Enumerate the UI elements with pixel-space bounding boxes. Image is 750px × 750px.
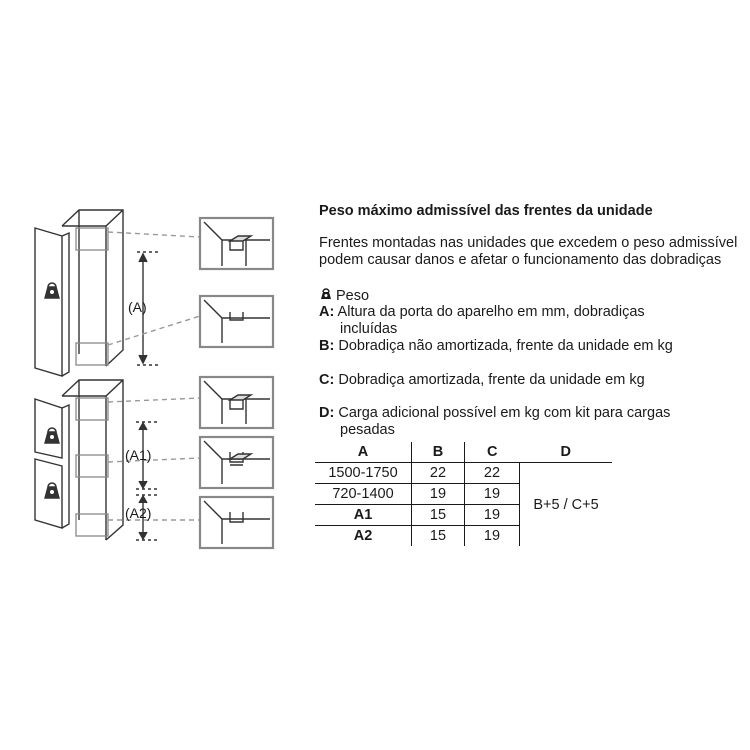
legend-weight-label: Peso bbox=[336, 288, 370, 304]
hinge-detail-1 bbox=[200, 218, 273, 269]
table-cell-b: 15 bbox=[412, 526, 465, 547]
weight-table bbox=[315, 442, 612, 546]
table-row bbox=[315, 463, 612, 484]
table-cell-a: 720-1400 bbox=[315, 484, 412, 505]
table-cell-a: A1 bbox=[315, 505, 412, 526]
dimension-a1-label: (A1) bbox=[125, 447, 152, 463]
table-header-a: A bbox=[315, 442, 412, 463]
table-cell-b: 22 bbox=[412, 463, 465, 484]
dimension-a-label: (A) bbox=[128, 299, 147, 315]
legend-a-text: Altura da porta do aparelho em mm, dobradiças bbox=[337, 304, 645, 320]
legend-b bbox=[319, 338, 739, 355]
table-cell-c: 19 bbox=[465, 505, 520, 526]
hinge-detail-3 bbox=[200, 377, 273, 428]
legend-a bbox=[319, 304, 739, 338]
legend-a-key: A: bbox=[319, 304, 335, 320]
dimension-a2-label: (A2) bbox=[125, 505, 152, 521]
intro-text: Frentes montadas nas unidades que excedem o peso admissível podem causar danos e afetar o funcionamento das dobradiças bbox=[319, 235, 738, 268]
legend-c-key: C: bbox=[319, 372, 335, 388]
legend-weight bbox=[319, 287, 739, 305]
table-header-b: B bbox=[412, 442, 465, 463]
weight-icon bbox=[319, 287, 336, 305]
table-cell-a: A2 bbox=[353, 528, 373, 544]
legend-c bbox=[319, 372, 739, 389]
hinge-detail-5 bbox=[200, 497, 273, 548]
legend-b-key: B: bbox=[319, 338, 335, 354]
table-cell-b: 19 bbox=[412, 484, 465, 505]
legend-c-text: Dobradiça amortizada, frente da unidade em kg bbox=[338, 372, 645, 388]
table-cell-a: 1500-1750 bbox=[315, 463, 412, 484]
appliance-double-door bbox=[35, 380, 123, 540]
table-cell-d: B+5 / C+5 bbox=[520, 463, 613, 547]
legend-a-text-cont: incluídas bbox=[340, 321, 398, 337]
table-cell-b: 15 bbox=[412, 505, 465, 526]
section-title: Peso máximo admissível das frentes da unidade bbox=[319, 203, 653, 219]
legend-d-text: Carga adicional possível em kg com kit para cargas bbox=[338, 405, 671, 421]
legend-d-key: D: bbox=[319, 405, 335, 421]
table-header-c: C bbox=[465, 442, 520, 463]
legend-d-text-cont: pesadas bbox=[340, 422, 395, 438]
table-cell-c: 19 bbox=[465, 526, 520, 547]
hinge-detail-4 bbox=[200, 437, 273, 488]
legend-b-text: Dobradiça não amortizada, frente da unidade em kg bbox=[338, 338, 673, 354]
table-header-d: D bbox=[520, 442, 613, 463]
table-cell-c: 19 bbox=[465, 484, 520, 505]
hinge-detail-2 bbox=[200, 296, 273, 347]
legend-d bbox=[319, 405, 739, 439]
hinge-diagram bbox=[0, 0, 310, 750]
table-cell-c: 22 bbox=[465, 463, 520, 484]
